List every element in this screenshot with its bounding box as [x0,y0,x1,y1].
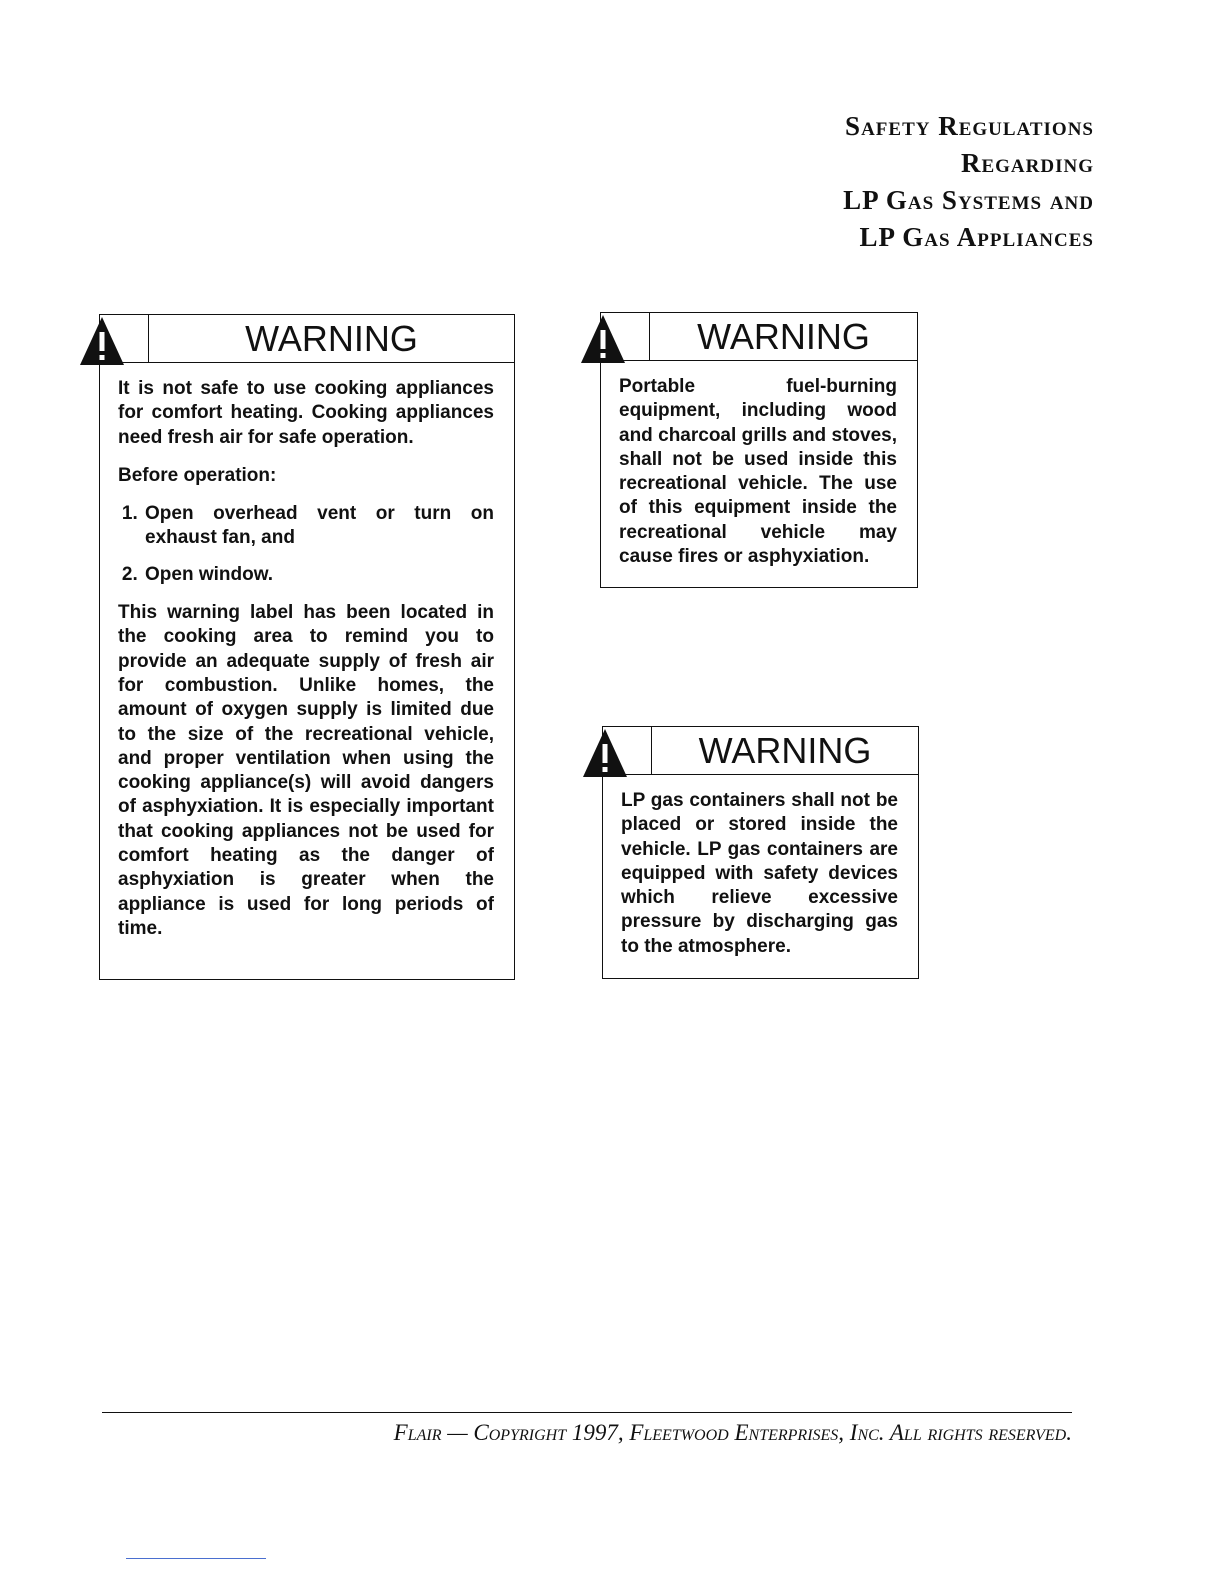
title-line: Regarding [960,148,1094,178]
scan-mark-divider [126,1558,266,1559]
footer-divider [102,1412,1072,1413]
list-item: 1. Open overhead vent or turn on exhaust fan, and [143,502,494,551]
warning-triangle-icon [581,727,641,779]
warning-triangle-icon [78,315,138,367]
warning-intro: It is not safe to use cooking appliances for comfort heating. Cooking appliances need fresh air for safe operation. [118,378,494,448]
warning-paragraph: Portable fuel-burning equipment, including wood and charcoal grills and stoves, shall not be used inside this recreational vehicle. The use of this equipment inside the recreational vehicle may cause fires or asphyxiation. [619,376,897,568]
warning-label: WARNING [651,727,918,775]
warning-box-cooking [99,314,515,980]
warning-box-portable-equipment [600,312,918,588]
warning-text [603,775,918,975]
operation-steps [118,502,494,587]
warning-header [603,727,918,775]
title-line: LP Gas Systems and [843,185,1094,215]
warning-text [601,361,917,585]
warning-text [100,363,514,957]
warning-header [100,315,514,363]
title-line: Safety Regulations [845,111,1094,141]
title-line: LP Gas Appliances [859,222,1094,252]
warning-paragraph: LP gas containers shall not be placed or stored inside the vehicle. LP gas containers are equipped with safety devices which relieve excessive pressure by discharging gas to the atmosphere. [621,790,898,957]
list-item: 2. Open window. [143,563,494,587]
warning-box-lp-containers [602,726,919,979]
warning-explanation: This warning label has been located in the cooking area to remind you to provide an adequate supply of fresh air for combustion. Unlike homes, the amount of oxygen supply is limited due to the size of the recreational vehicle, and proper ventilation when using the cooking appliance(s) will avoid dangers of asphyxiation. It is especially important that cooking appliances not be used for comfort heating as the danger of asphyxiation is greater when the appliance is used for long periods of time. [118,602,494,939]
warning-before-operation: Before operation: [118,464,277,486]
warning-label: WARNING [649,313,917,361]
copyright-footer: Flair — Copyright 1997, Fleetwood Enterprises, Inc. All rights reserved. [393,1420,1072,1445]
warning-header [601,313,917,361]
warning-label: WARNING [148,315,514,363]
page-title [843,108,1094,256]
warning-triangle-icon [579,313,639,365]
